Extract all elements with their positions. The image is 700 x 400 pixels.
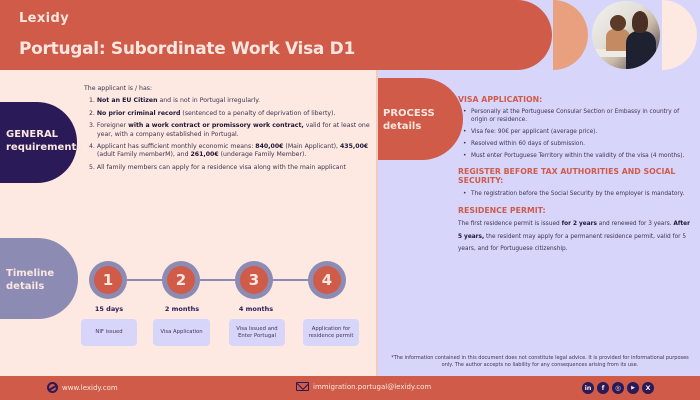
timeline xyxy=(0,70,376,376)
bullet-item: • Must enter Portuguese Territory within the validity of the visa (4 months). xyxy=(463,152,693,160)
residence-permit-section xyxy=(458,206,693,256)
bullet-item: • Visa fee: 90€ per applicant (average price). xyxy=(463,128,693,136)
timeline-step-2: 2 xyxy=(162,261,200,299)
general-tab-subtitle: requirements xyxy=(6,142,83,153)
header-banner xyxy=(0,0,552,70)
globe-icon xyxy=(47,382,58,393)
timeline-step-1: 1 xyxy=(89,261,127,299)
x-twitter-icon[interactable]: X xyxy=(642,382,654,394)
process-content xyxy=(458,95,693,262)
bullet-item: • The registration before the Social Security by the employer is mandatory. xyxy=(463,190,693,198)
bullet-item: • Resolved within 60 days of submission. xyxy=(463,140,693,148)
requirement-item: 3. Foreigner with a work contract or promissory work contract, valid for at least one year, with a company established in Portugal. xyxy=(89,122,370,138)
lexidy-logo[interactable]: Lexidy xyxy=(19,11,70,26)
footer xyxy=(0,376,700,400)
legal-disclaimer: *The information contained in this document does not constitute legal advice. It is provided for informational purposes only. The author accepts no liability for any consequences arising from its use. xyxy=(391,355,689,368)
general-tab-title: GENERAL xyxy=(6,129,59,140)
register-section xyxy=(458,167,693,198)
email-text[interactable]: immigration.portugal@lexidy.com xyxy=(313,382,432,391)
timeline-connector xyxy=(110,279,332,281)
requirement-item: 1. Not an EU Citizen and is not in Portugal irregularly. xyxy=(89,97,261,105)
residence-permit-heading: RESIDENCE PERMIT: xyxy=(458,205,546,215)
requirement-item: 4. Applicant has sufficient monthly economic means: 840,00€ (Main Applicant), 435,00€ (adult Family memberM), and 261,00€ (underage Family Member). xyxy=(89,143,369,159)
social-links xyxy=(582,382,654,394)
timeline-label-box: Visa Issued and Enter Portugal xyxy=(229,319,285,346)
bullet-item: • Personally at the Portuguese Consular Section or Embassy in country of origin or residence. xyxy=(463,108,693,124)
timeline-duration: 2 months xyxy=(164,305,200,313)
timeline-tab-subtitle: details xyxy=(6,281,45,292)
process-tab-subtitle: details xyxy=(383,121,422,132)
requirement-item: 2. No prior criminal record (sentenced to a penalty of deprivation of liberty). xyxy=(89,109,336,117)
decorative-half-circle-peach xyxy=(553,0,588,70)
timeline-duration: 4 months xyxy=(238,305,274,313)
requirement-item: 5. All family members can apply for a residence visa along with the main applicant xyxy=(89,163,346,171)
website-text[interactable]: www.lexidy.com xyxy=(62,383,118,392)
instagram-icon[interactable]: ◎ xyxy=(612,382,624,394)
page-title: Portugal: Subordinate Work Visa D1 xyxy=(19,39,356,59)
decorative-half-circle-pale xyxy=(662,0,697,70)
register-heading: REGISTER BEFORE TAX AUTHORITIES AND SOCIAL SECURITY: xyxy=(458,166,676,186)
visa-application-section xyxy=(458,95,693,161)
timeline-duration: 15 days xyxy=(94,305,124,313)
process-details-tab xyxy=(378,78,463,160)
timeline-label-box: NIF issued xyxy=(81,319,137,346)
timeline-step-3: 3 xyxy=(235,261,273,299)
timeline-label-box: Application for residence permit xyxy=(303,319,359,346)
timeline-tab-title: Timeline xyxy=(6,268,55,279)
requirements-intro: The applicant is / has: xyxy=(84,85,153,92)
facebook-icon[interactable]: f xyxy=(597,382,609,394)
residence-permit-text: The first residence permit is issued for 2 years and renewed for 3 years. After 5 years, the resident may apply for a permanent residence permit, valid for 5 years, and for Portuguese citizenship. xyxy=(458,221,690,253)
website-link[interactable] xyxy=(47,382,118,393)
timeline-step-4: 4 xyxy=(308,261,346,299)
meeting-photo xyxy=(592,1,660,69)
visa-application-heading: VISA APPLICATION: xyxy=(458,95,543,104)
email-link[interactable] xyxy=(296,382,431,391)
header xyxy=(0,0,700,70)
envelope-icon xyxy=(296,382,309,391)
process-tab-title: PROCESS xyxy=(383,108,435,119)
linkedin-icon[interactable]: in xyxy=(582,382,594,394)
timeline-label-box: Visa Application xyxy=(153,319,210,346)
youtube-icon[interactable]: ▶ xyxy=(627,382,639,394)
